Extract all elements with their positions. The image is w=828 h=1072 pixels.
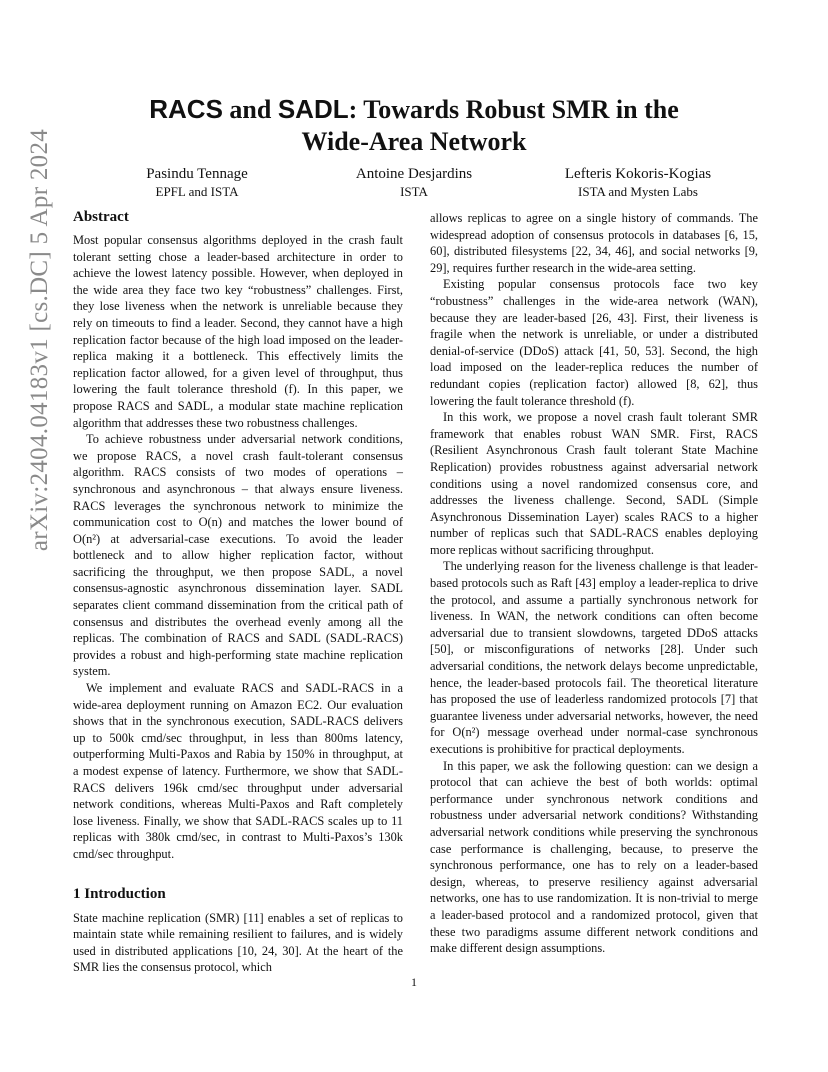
author-affiliation: ISTA [400,184,428,199]
author-name: Pasindu Tennage [146,166,248,182]
author-block [518,165,758,200]
author-affiliation: ISTA and Mysten Labs [578,184,698,199]
page-number: 1 [411,975,417,989]
title-line2: Wide-Area Network [301,127,527,156]
arxiv-identifier: arXiv:2404.04183v1 [cs.DC] 5 Apr 2024 [26,128,53,552]
abstract-heading: Abstract [73,209,129,225]
author-block [294,165,534,200]
intro-paragraph: The underlying reason for the liveness challenge is that leader-based protocols such as Raft [43] employ a leader-replica to drive the protocol, and assume a partially synchronous network for liveness. In WAN, the network conditions can often become adversarial due to transient slowdowns, targeted DDoS attacks [50], or misconfigurations of networks [28]. Under such adversarial conditions, the network delays become unpredictable, hence, the leader-based protocols fail. The theoretical literature has proposed the use of leaderless randomized protocols [7] that guarantee liveness under adversarial networks, however, the need for O(n²) message overhead under normal-case synchronous executions is prohibitive for practical deployments. [430,559,758,756]
intro-paragraph: State machine replication (SMR) [11] enables a set of replicas to maintain state while remaining resilient to failures, and is widely used in distributed applications [10, 24, 30]. At the heart of the SMR lies the consensus protocol, which [73,910,403,975]
title-line1-rest: : Towards Robust SMR in the [348,95,679,124]
author-affiliation: EPFL and ISTA [155,184,239,199]
right-column [430,210,758,957]
intro-paragraph: allows replicas to agree on a single history of commands. The widespread adoption of consensus protocols in databases [6, 15, 60], distributed filesystems [22, 34, 46], and social networks [9, 29], requires further research in the wide-area setting. [430,211,758,275]
author-name: Lefteris Kokoris-Kogias [564,166,712,182]
introduction-heading: 1 Introduction [73,885,166,902]
abstract-paragraph: To achieve robustness under adversarial network conditions, we propose RACS, a novel crash fault-tolerant consensus algorithm. RACS consists of two modes of operations – synchronous and asynchronous – that always ensure liveness. RACS leverages the synchronous network to minimize the communication cost to O(n) and matches the lower bound of O(n²) at adversarial-case executions. To avoid the leader bottleneck and to allow higher replication factor, without sacrificing the throughput, we then propose SADL, a novel consensus-agnostic asynchronous dissemination layer. SADL separates client command dissemination from the critical path of consensus and distributes the overhead evenly among all the replicas. The combination of RACS and SADL (SADL-RACS) provides a robust and high-performing state machine replication system. [73,432,403,679]
author-block [77,165,317,200]
author-name: Antoine Desjardins [355,166,473,182]
left-column [73,208,403,976]
abstract-paragraph: Most popular consensus algorithms deployed in the crash fault tolerant setting chose a leader-based architecture in order to achieve the lowest latency possible. However, when deployed in the wide area they face two key “robustness” challenges. First, they lose liveness when the network is unreliable because they rely on timeouts to find a leader. Second, they cannot have a high replication factor because of the high load imposed on the leader-replica making it a bottleneck. This effectively limits the replication factor allowed, for a given level of throughput, thus lowering the fault tolerance threshold (f). In this paper, we propose RACS and SADL, a modular state machine replication algorithm that addresses these two robustness challenges. [73,233,403,430]
intro-paragraph: In this work, we propose a novel crash fault tolerant SMR framework that enables robust WAN SMR. First, RACS (Resilient Asynchronous Crash fault tolerant State Machine Replication) provides robustness against adversarial network conditions using a novel randomized consensus core, and addresses the liveness challenge. Second, SADL (Simple Asynchronous Dissemination Layer) scales RACS to a higher number of replicas such that SADL-RACS enables deploying more replicas without sacrificing throughput. [430,410,758,557]
title-racs: RACS [149,94,223,124]
title-sadl: SADL [277,94,349,124]
intro-paragraph: In this paper, we ask the following question: can we design a protocol that can achieve the best of both worlds: optimal performance under synchronous network conditions and robustness under adversarial network conditions? Withstanding adversarial network conditions while preserving the synchronous case performance is challenging, because, to preserve the synchronous performance, one has to rely on a leader-based design, whereas, to preserve resiliency against adversarial networks, one has to use randomization. It is non-trivial to merge a leader-based protocol and a randomized protocol, given that these two paradigms assume different network conditions and make different design assumptions. [430,758,758,956]
title-and: and [222,95,278,124]
intro-paragraph: Existing popular consensus protocols face two key “robustness” challenges in the wide-area network (WAN), because they are leader-based [26, 43]. First, their liveness is fragile when the network is unreliable, or under a distributed denial-of-service (DDoS) attack [41, 50, 53]. Second, the high load imposed on the leader-replica reduces the number of redundant copies (replication factor) allowed [8, 62], thus lowering the fault tolerance threshold (f). [430,277,758,408]
paper-title [80,93,748,158]
abstract-paragraph: We implement and evaluate RACS and SADL-RACS in a wide-area deployment running on Amazon EC2. Our evaluation shows that in the synchronous execution, SADL-RACS delivers up to 500k cmd/sec throughput, in less than 800ms latency, outperforming Multi-Paxos and Rabia by 150% in throughput, at a modest expense of latency. Furthermore, we show that SADL-RACS delivers 196k cmd/sec throughput under adversarial network conditions, whereas Multi-Paxos and Raft completely lose liveness. Finally, we show that SADL-RACS scales up to 11 replicas with 380k cmd/sec, in contrast to Multi-Paxos’s 130k cmd/sec throughput. [73,681,403,861]
